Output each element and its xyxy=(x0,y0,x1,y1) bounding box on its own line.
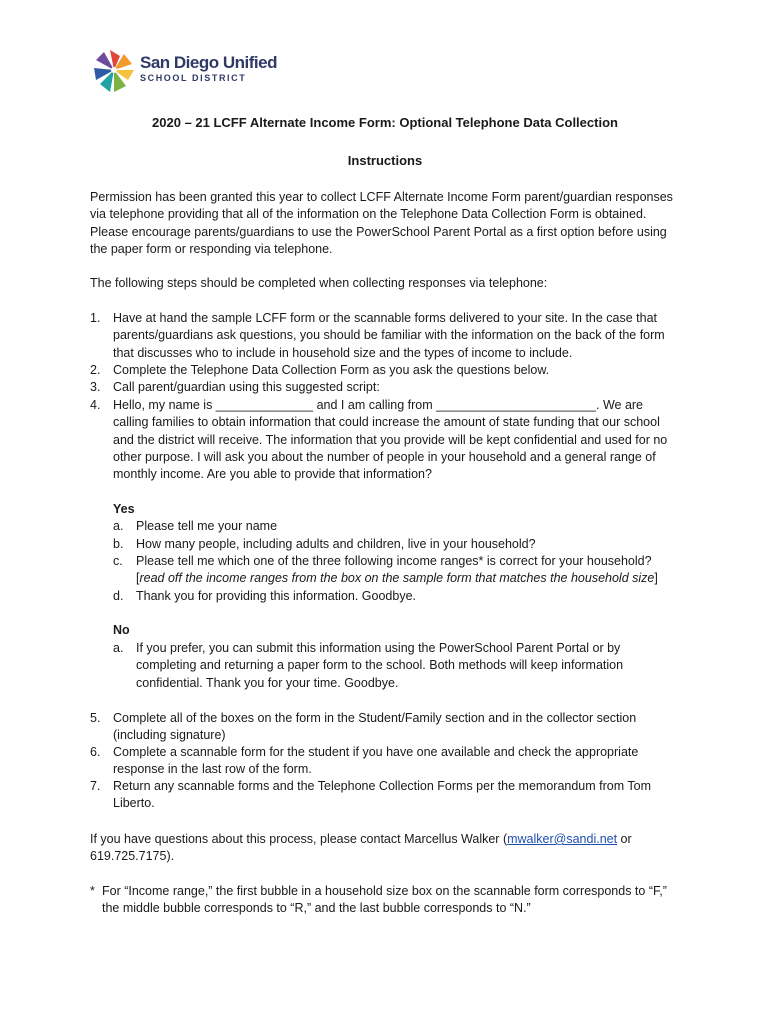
list-item: a. Please tell me your name xyxy=(113,519,278,533)
district-logo xyxy=(92,46,277,96)
list-item: 1. Have at hand the sample LCFF form or the scannable forms delivered to your site. In the case that parents/guardians ask questions, you should be familiar with the information on the back of the form that discusses who to include in household size and the types of income to include. xyxy=(90,311,665,360)
org-subtitle: SCHOOL DISTRICT xyxy=(140,73,247,83)
list-item: d. Thank you for providing this information. Goodbye. xyxy=(113,589,417,603)
pinwheel-logo-icon xyxy=(92,46,136,94)
org-name: San Diego Unified xyxy=(140,53,277,72)
contact-paragraph: If you have questions about this process, please contact Marcellus Walker (mwalker@sandi.net or 619.725.7175). xyxy=(90,832,632,864)
section-heading: Instructions xyxy=(347,153,423,168)
list-item: c. Please tell me which one of the three following income ranges* is correct for your household? [read off the income ranges from the box on the sample form that matches the household size] xyxy=(113,554,658,586)
list-item: a. If you prefer, you can submit this information using the PowerSchool Parent Portal or by completing and returning a paper form to the school. Both methods will keep information confidential. Thank you for your time. Goodbye. xyxy=(113,641,624,690)
script-instruction: read off the income ranges from the box on the sample form that matches the household size xyxy=(139,571,655,586)
yes-heading: Yes xyxy=(113,502,135,516)
list-item: 7. Return any scannable forms and the Telephone Collection Forms per the memorandum from Tom Liberto. xyxy=(90,779,652,811)
footnote: * For “Income range,” the first bubble in a household size box on the scannable form corresponds to “F,” the middle bubble corresponds to “R,” and the last bubble corresponds to “N.” xyxy=(90,884,667,916)
list-item: b. How many people, including adults and children, live in your household? xyxy=(113,537,536,551)
email-link[interactable]: mwalker@sandi.net xyxy=(507,832,618,846)
list-item: 4. Hello, my name is ______________ and I am calling from _______________________. We are calling families to obtain information that could increase the amount of state funding that our school and the district will receive. The information that you provide will be kept confidential and used for no other purpose. I will ask you about the number of people in your household and a general range of monthly income. Are you able to provide that information? xyxy=(90,398,668,482)
intro-paragraph: Permission has been granted this year to collect LCFF Alternate Income Form parent/guardian responses via telephone providing that all of the information on the Telephone Data Collection Form is obtained. Please encourage parents/guardians to use the PowerSchool Parent Portal as a first option before using the paper form or responding via telephone. xyxy=(90,190,673,256)
steps-lead: The following steps should be completed when collecting responses via telephone: xyxy=(90,276,548,290)
no-heading: No xyxy=(113,623,130,637)
list-item: 3. Call parent/guardian using this suggested script: xyxy=(90,380,380,394)
list-item: 5. Complete all of the boxes on the form in the Student/Family section and in the collector section (including signature) xyxy=(90,711,637,743)
page-title: 2020 – 21 LCFF Alternate Income Form: Optional Telephone Data Collection xyxy=(152,115,618,130)
list-item: 6. Complete a scannable form for the student if you have one available and check the appropriate response in the last row of the form. xyxy=(90,745,639,777)
list-item: 2. Complete the Telephone Data Collection Form as you ask the questions below. xyxy=(90,363,550,377)
